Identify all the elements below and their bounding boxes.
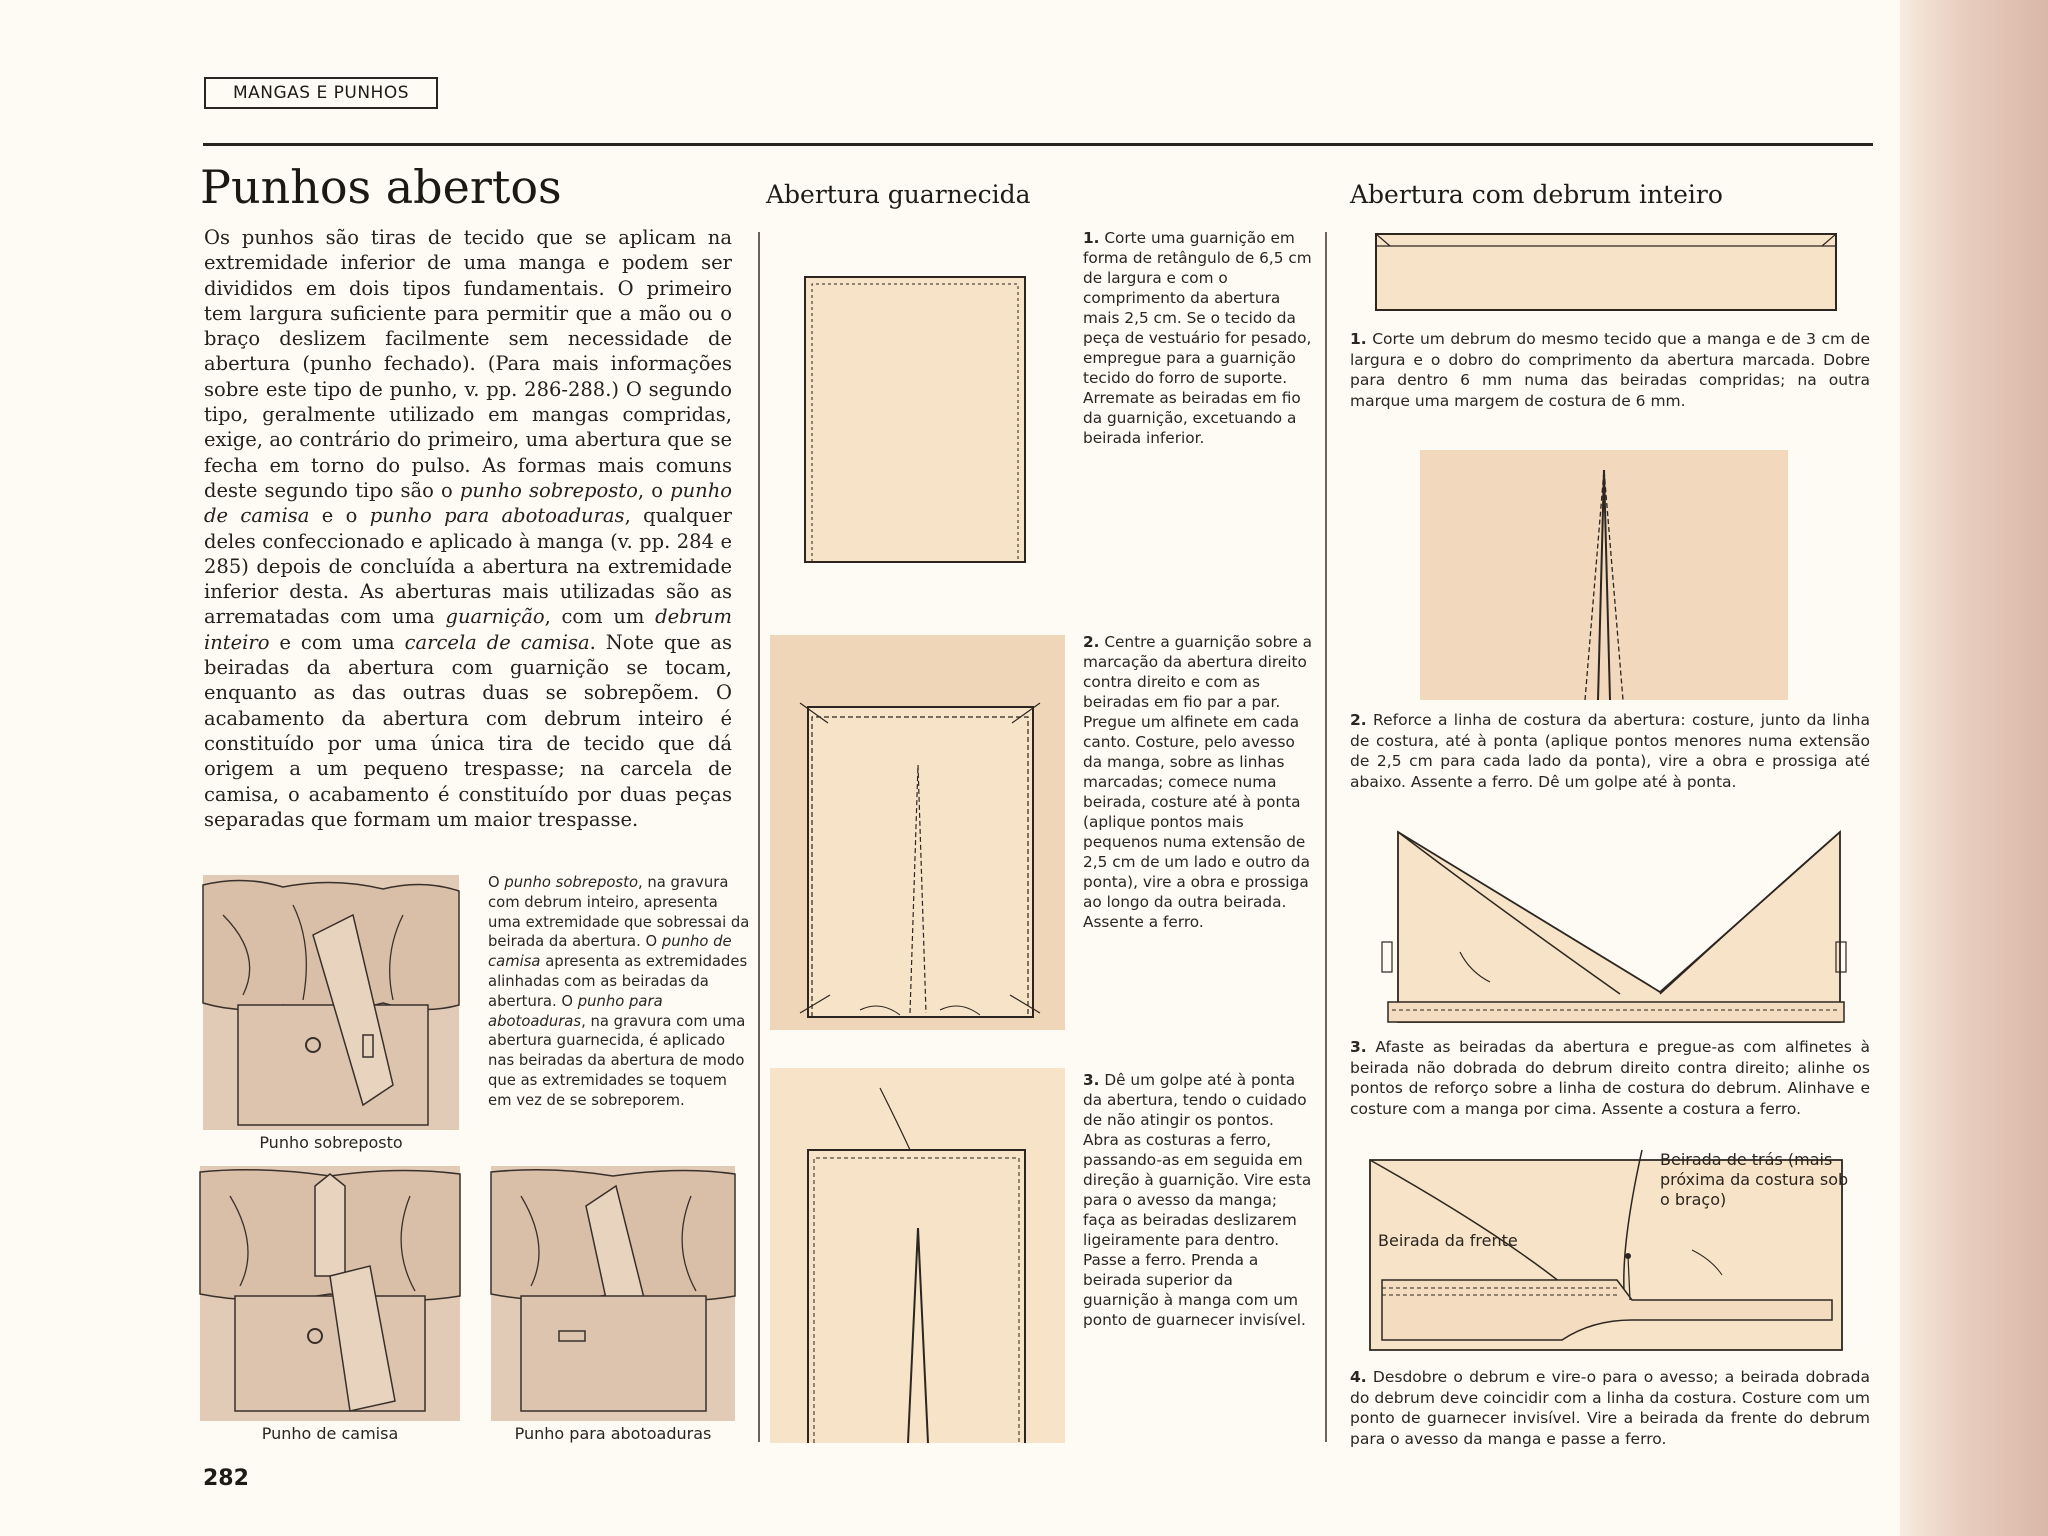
page-edge-shadow: [1900, 0, 2048, 1536]
page-title: Punhos abertos: [200, 160, 562, 214]
cuff-camisa-illustration: [200, 1166, 460, 1421]
header-rule: [203, 143, 1873, 146]
caption-punho-abotoaduras: Punho para abotoaduras: [514, 1424, 712, 1443]
caption-punho-camisa: Punho de camisa: [261, 1424, 399, 1443]
guarnecida-step1-illustration: [800, 272, 1030, 567]
guarnecida-step2-illustration: [770, 635, 1065, 1030]
label-back-edge: Beirada de trás (mais próxima da costura sob o braço): [1660, 1150, 1849, 1209]
column-divider-left: [758, 232, 760, 1442]
debrum-step1-text: 1. Corte um debrum do mesmo tecido que a manga e de 3 cm de largura e o dobro do comprimento da abertura marcada. Dobre para dentro 6 mm numa das beiradas compridas; na outra marque uma margem de costura de 6 mm.: [1350, 330, 1870, 410]
column-divider-right: [1325, 232, 1327, 1442]
column-title-guarnecida: Abertura guarnecida: [766, 180, 1031, 209]
debrum-step3-text: 3. Afaste as beiradas da abertura e pregue-as com alfinetes à beirada não dobrada do debrum direito contra direito; alinhe os pontos de reforço sobre a linha de costura do debrum. Alinhave e costure com a manga por cima. Assente a costura a ferro.: [1350, 1038, 1870, 1118]
label-front-edge: Beirada da frente: [1378, 1231, 1518, 1250]
guarnecida-step3-illustration: [770, 1068, 1065, 1443]
guarnecida-step3-text: 3. Dê um golpe até à ponta da abertura, tendo o cuidado de não atingir os pontos. Abra as costuras a ferro, passando-as em seguida em direção à guarnição. Vire esta para o avesso da manga; faça as beiradas deslizarem ligeiramente para dentro. Passe a ferro. Prenda a beirada superior da guarnição à manga com um ponto de guarnecer invisível.: [1083, 1071, 1312, 1329]
section-label: MANGAS E PUNHOS: [204, 77, 438, 109]
debrum-step3-illustration: [1360, 822, 1860, 1032]
page-number: 282: [203, 1466, 249, 1491]
debrum-step2-text: 2. Reforce a linha de costura da abertura: costure, junto da linha de costura, até à ponta (aplique pontos menores numa extensão de 2,5 cm para cada lado da ponta), vire a obra e prossiga até abaixo. Assente a ferro. Dê um golpe até à ponta.: [1350, 711, 1870, 791]
column-title-debrum: Abertura com debrum inteiro: [1350, 180, 1723, 209]
cuff-sobreposto-illustration: [203, 875, 459, 1130]
debrum-step1-illustration: [1374, 232, 1839, 314]
caption-punho-sobreposto: Punho sobreposto: [259, 1133, 403, 1152]
intro-paragraph: Os punhos são tiras de tecido que se aplicam na extremidade inferior de uma manga e podem ser divididos em dois tipos fundamentais. O primeiro tem largura suficiente para permitir que a mão ou o braço deslizem facilmente sem necessidade de abertura (punho fechado). (Para mais informações sobre este tipo de punho, v. pp. 286-288.) O segundo tipo, geralmente utilizado em mangas compridas, exige, ao contrário do primeiro, uma abertura que se fecha em torno do pulso. As formas mais comuns deste segundo tipo são o punho sobreposto, o punho de camisa e o punho para abotoaduras, qualquer deles confeccionado e aplicado à manga (v. pp. 284 e 285) depois de concluída a abertura na extremidade inferior desta. As aberturas mais utilizadas são as arrematadas com uma guarnição, com um debrum inteiro e com uma carcela de camisa. Note que as beiradas da abertura com guarnição se tocam, enquanto as das outras duas se sobrepõem. O acabamento da abertura com debrum inteiro é constituído por uma única tira de tecido que dá origem a um pequeno trespasse; na carcela de camisa, o acabamento é constituído por duas peças separadas que formam um maior trespasse.: [204, 226, 732, 831]
debrum-step2-illustration: [1420, 450, 1788, 700]
cuff-types-note: O punho sobreposto, na gravura com debrum inteiro, apresenta uma extremidade que sobressai da beirada da abertura. O punho de camisa apresenta as extremidades alinhadas com as beiradas da abertura. O punho para abotoaduras, na gravura com uma abertura guarnecida, é aplicado nas beiradas da abertura de modo que as extremidades se toquem em vez de se sobreporem.: [488, 874, 750, 1109]
guarnecida-step2-text: 2. Centre a guarnição sobre a marcação da abertura direito contra direito e com as beiradas em fio par a par. Pregue um alfinete em cada canto. Costure, pelo avesso da manga, sobre as linhas marcadas; comece numa beirada, costure até à ponta (aplique pontos mais pequenos numa extensão de 2,5 cm de um lado e outro da ponta), vire a obra e prossiga ao longo da outra beirada. Assente a ferro.: [1083, 633, 1312, 931]
debrum-step4-text: 4. Desdobre o debrum e vire-o para o avesso; a beirada dobrada do debrum deve coincidir com a linha da costura. Costure com um ponto de guarnecer invisível. Vire a beirada da frente do debrum para o avesso da manga e passe a ferro.: [1350, 1368, 1870, 1448]
cuff-abotoaduras-illustration: [491, 1166, 735, 1421]
guarnecida-step1-text: 1. Corte uma guarnição em forma de retângulo de 6,5 cm de largura e com o comprimento da abertura mais 2,5 cm. Se o tecido da peça de vestuário for pesado, empregue para a guarnição tecido do forro de suporte. Arremate as beiradas em fio da guarnição, excetuando a beirada inferior.: [1083, 229, 1312, 447]
